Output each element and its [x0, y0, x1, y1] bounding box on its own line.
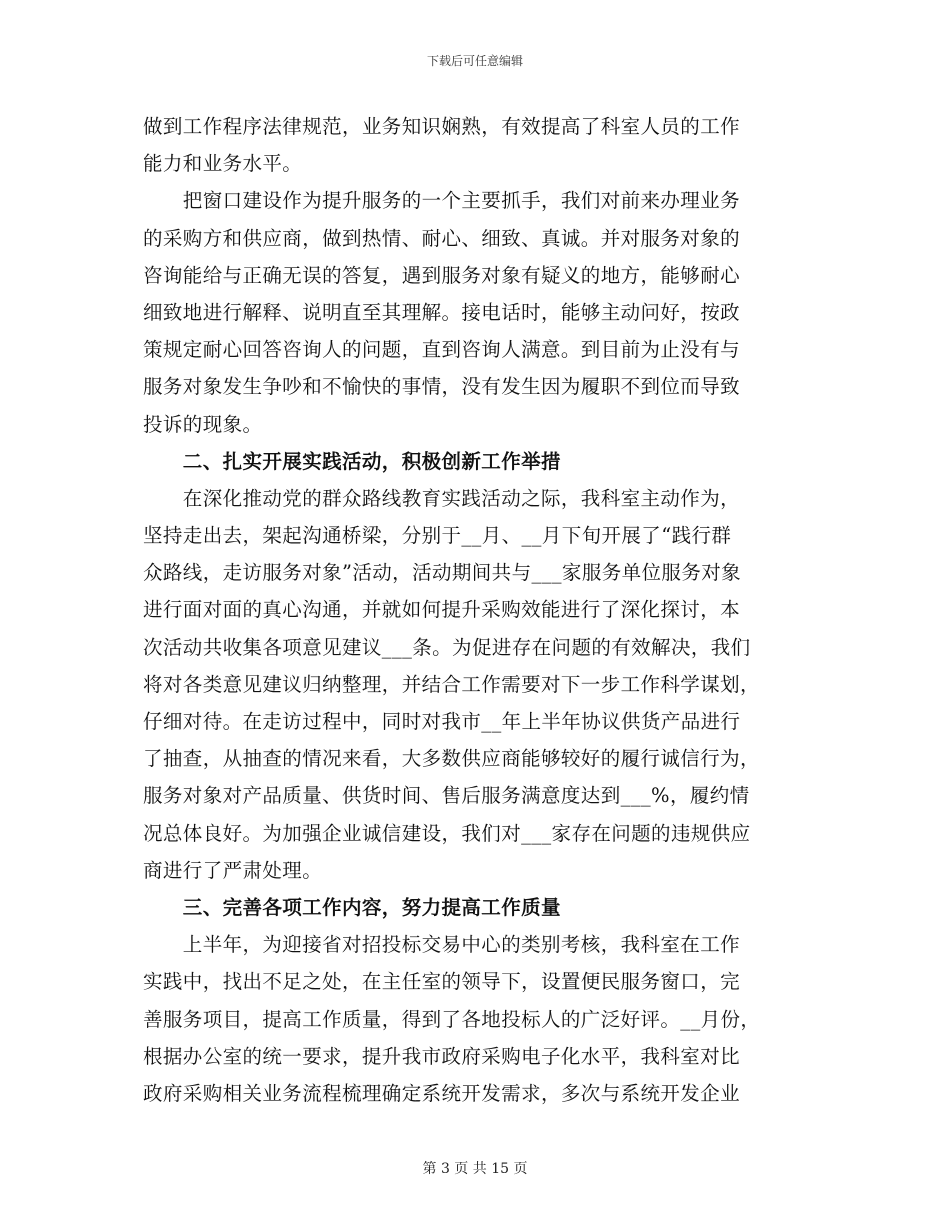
page-header-note: 下载后可任意编辑 — [426, 54, 523, 68]
text-line: 策规定耐心回答咨询人的问题，直到咨询人满意。到目前为止没有与 — [143, 338, 741, 362]
page-number: 第 3 页 共 15 页 — [422, 1161, 528, 1177]
text-line: 把窗口建设作为提升服务的一个主要抓手，我们对前来办理业务 — [143, 189, 741, 213]
text-line: 善服务项目，提高工作质量，得到了各地投标人的广泛好评。__月份， — [143, 1007, 761, 1031]
text-line: 根据办公室的统一要求，提升我市政府采购电子化水平，我科室对比 — [143, 1044, 741, 1068]
text-line: 服务对象发生争吵和不愉快的事情，没有发生因为履职不到位而导致 — [143, 375, 741, 399]
text-line: 上半年，为迎接省对招投标交易中心的类别考核，我科室在工作 — [143, 933, 741, 957]
text-line: 投诉的现象。 — [143, 412, 263, 436]
section-heading: 二、扎实开展实践活动，积极创新工作举措 — [143, 449, 561, 473]
text-line: 做到工作程序法律规范，业务知识娴熟，有效提高了科室人员的工作 — [143, 115, 741, 138]
text-line: 能力和业务水平。 — [143, 152, 303, 176]
text-line: 进行面对面的真心沟通，并就如何提升采购效能进行了深化探讨，本 — [143, 598, 741, 622]
text-line: 众路线，走访服务对象”活动，活动期间共与___家服务单位服务对象 — [143, 561, 742, 585]
text-line: 坚持走出去，架起沟通桥梁，分别于__月、__月下旬开展了“践行群 — [143, 524, 732, 548]
text-line: 服务对象对产品质量、供货时间、售后服务满意度达到___%，履约情 — [143, 784, 750, 808]
text-line: 政府采购相关业务流程梳理确定系统开发需求，多次与系统开发企业 — [143, 1081, 741, 1105]
text-line: 了抽查，从抽查的情况来看，大多数供应商能够较好的履行诚信行为， — [143, 747, 760, 771]
text-line: 仔细对待。在走访过程中，同时对我市__年上半年协议供货产品进行 — [143, 710, 741, 733]
text-line: 咨询能给与正确无误的答复，遇到服务对象有疑义的地方，能够耐心 — [143, 263, 741, 287]
document-body — [143, 108, 808, 1112]
text-line: 将对各类意见建议归纳整理，并结合工作需要对下一步工作科学谋划， — [143, 672, 760, 696]
text-line: 况总体良好。为加强企业诚信建设，我们对___家存在问题的违规供应 — [143, 821, 751, 845]
text-line: 实践中，找出不足之处，在主任室的领导下，设置便民服务窗口，完 — [143, 970, 741, 994]
text-line: 商进行了严肃处理。 — [143, 858, 323, 882]
text-line: 细致地进行解释、说明直至其理解。接电话时，能够主动问好，按政 — [143, 300, 741, 324]
text-line: 次活动共收集各项意见建议___条。为促进存在问题的有效解决，我们 — [143, 635, 751, 659]
text-line: 在深化推动党的群众路线教育实践活动之际，我科室主动作为， — [143, 486, 741, 510]
text-line: 的采购方和供应商，做到热情、耐心、细致、真诚。并对服务对象的 — [143, 226, 741, 250]
section-heading: 三、完善各项工作内容，努力提高工作质量 — [143, 895, 561, 919]
